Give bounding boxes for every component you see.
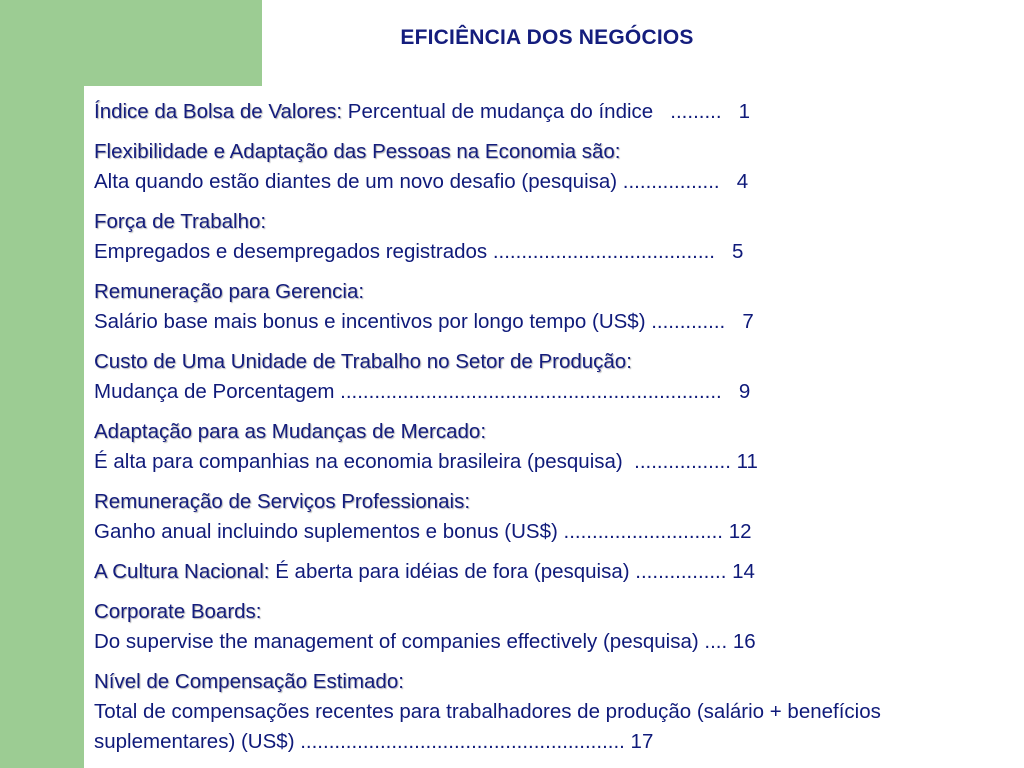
page-title: EFICIÊNCIA DOS NEGÓCIOS [400,26,694,49]
entry-description: É alta para companhias na economia brasileira (pesquisa) ................. 11 [94,450,758,473]
index-entry [94,97,974,127]
top-green-block [0,0,262,86]
entry-heading: Corporate Boards: [94,600,262,623]
entry-description: Salário base mais bonus e incentivos por longo tempo (US$) ............. 7 [94,310,754,333]
index-entry [94,207,974,267]
left-green-band [0,0,84,768]
entry-heading: Remuneração de Serviços Professionais: [94,490,471,513]
index-list [94,97,974,767]
index-entry [94,347,974,407]
index-entry [94,487,974,547]
index-entry [94,277,974,337]
entry-heading: Adaptação para as Mudanças de Mercado: [94,420,487,443]
entry-description: Empregados e desempregados registrados ....................................... 5 [94,240,744,263]
index-entry [94,137,974,197]
entry-description: Do supervise the management of companies effectively (pesquisa) .... 16 [94,630,756,653]
index-entry [94,667,974,757]
entry-heading: A Cultura Nacional: [94,560,270,583]
entry-description: Mudança de Porcentagem ................................................................... 9 [94,380,751,403]
index-entry [94,597,974,657]
entry-heading: Flexibilidade e Adaptação das Pessoas na Economia são: [94,140,621,163]
entry-description: Percentual de mudança do índice ......... 1 [347,100,751,123]
index-entry [94,417,974,477]
entry-heading: Força de Trabalho: [94,210,267,233]
entry-heading: Nível de Compensação Estimado: [94,670,404,693]
entry-heading: Remuneração para Gerencia: [94,280,365,303]
entry-description: Total de compensações recentes para trabalhadores de produção (salário + benefícios suplementares) (US$) ......................................................... 17 [94,700,881,753]
entry-heading: Custo de Uma Unidade de Trabalho no Setor de Produção: [94,350,632,373]
entry-description: Ganho anual incluindo suplementos e bonus (US$) ............................ 12 [94,520,752,543]
entry-description: Alta quando estão diantes de um novo desafio (pesquisa) ................. 4 [94,170,749,193]
entry-description: É aberta para idéias de fora (pesquisa) ................ 14 [275,560,755,583]
entry-heading: Índice da Bolsa de Valores: [94,100,343,123]
index-entry [94,557,974,587]
